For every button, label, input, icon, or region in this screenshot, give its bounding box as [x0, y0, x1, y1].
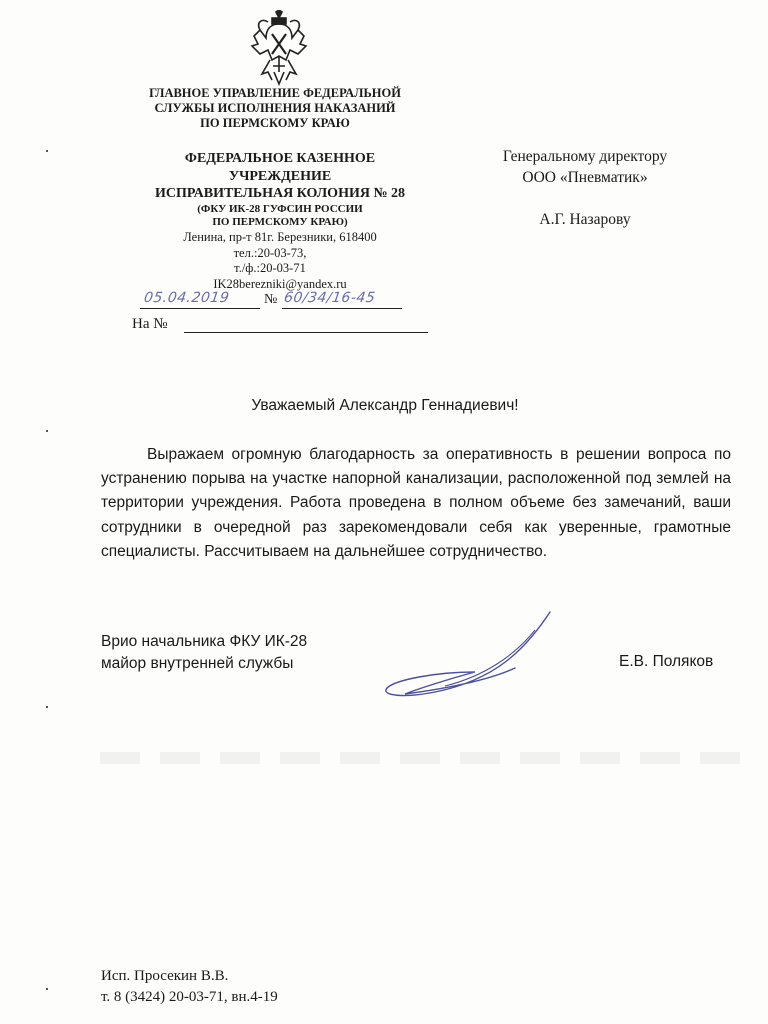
signatory-position — [101, 631, 307, 675]
ministry-line: ГЛАВНОЕ УПРАВЛЕНИЕ ФЕДЕРАЛЬНОЙ — [149, 86, 401, 100]
signatory-name: Е.В. Поляков — [619, 653, 714, 670]
incoming-underline — [184, 332, 428, 333]
double-headed-eagle-emblem-icon — [248, 10, 310, 86]
institution-name — [130, 150, 430, 203]
incoming-reference — [132, 316, 432, 336]
margin-mark — [46, 706, 48, 708]
greeting: Уважаемый Александр Геннадиевич! — [251, 397, 519, 414]
institution-short-name — [130, 203, 430, 229]
number-sign: № — [264, 292, 278, 307]
phone: тел.:20-03-73, — [233, 245, 307, 260]
outgoing-reference — [132, 292, 432, 312]
recipient-company: ООО «Пневматик» — [522, 169, 648, 186]
institution-line: ФЕДЕРАЛЬНОЕ КАЗЕННОЕ — [184, 151, 376, 166]
outgoing-number: 60/34/16-45 — [282, 290, 377, 306]
executor-name: Исп. Просекин В.В. — [101, 968, 229, 984]
email: IK28berezniki@yandex.ru — [213, 276, 347, 291]
handwritten-signature — [375, 610, 555, 710]
number-underline — [282, 308, 402, 309]
margin-mark — [46, 988, 48, 990]
institution-contacts — [140, 230, 420, 292]
recipient-name: А.Г. Назарову — [539, 211, 631, 228]
margin-mark — [46, 430, 48, 432]
short-name-line: (ФКУ ИК-28 ГУФСИН РОССИИ — [197, 203, 363, 215]
short-name-line: ПО ПЕРМСКОМУ КРАЮ) — [212, 216, 348, 228]
signatory-position-line: Врио начальника ФКУ ИК-28 — [101, 633, 308, 650]
outgoing-date: 05.04.2019 — [142, 290, 231, 306]
incoming-label: На № — [132, 316, 168, 332]
bleed-through-marks — [100, 752, 740, 764]
ministry-header — [120, 86, 430, 131]
recipient-block — [470, 146, 700, 230]
ministry-line: ПО ПЕРМСКОМУ КРАЮ — [200, 116, 350, 130]
address: Ленина, пр-т 81г. Березники, 618400 — [183, 230, 377, 244]
executor-block — [101, 966, 278, 1008]
signatory-rank-line: майор внутренней службы — [101, 655, 294, 672]
letter-body: Выражаем огромную благодарность за оперативность в решении вопроса по устранению порыва на участке напорной канализации, расположенной под землей на территории учреждения. Работа проведена в полном объеме без замечаний, ваши сотрудники в очередной раз зарекомендовали себя как уверенные, грамотные специалисты. Рассчитываем на дальнейшее сотрудничество. — [101, 446, 731, 560]
margin-mark — [46, 150, 48, 152]
executor-phone: т. 8 (3424) 20-03-71, вн.4-19 — [101, 989, 278, 1005]
institution-line: ИСПРАВИТЕЛЬНАЯ КОЛОНИЯ № 28 — [154, 186, 406, 201]
date-underline — [140, 308, 260, 309]
ministry-line: СЛУЖБЫ ИСПОЛНЕНИЯ НАКАЗАНИЙ — [154, 101, 396, 115]
recipient-position: Генеральному директору — [502, 148, 668, 165]
institution-line: УЧРЕЖДЕНИЕ — [228, 168, 332, 184]
fax: т./ф.:20-03-71 — [234, 261, 306, 275]
